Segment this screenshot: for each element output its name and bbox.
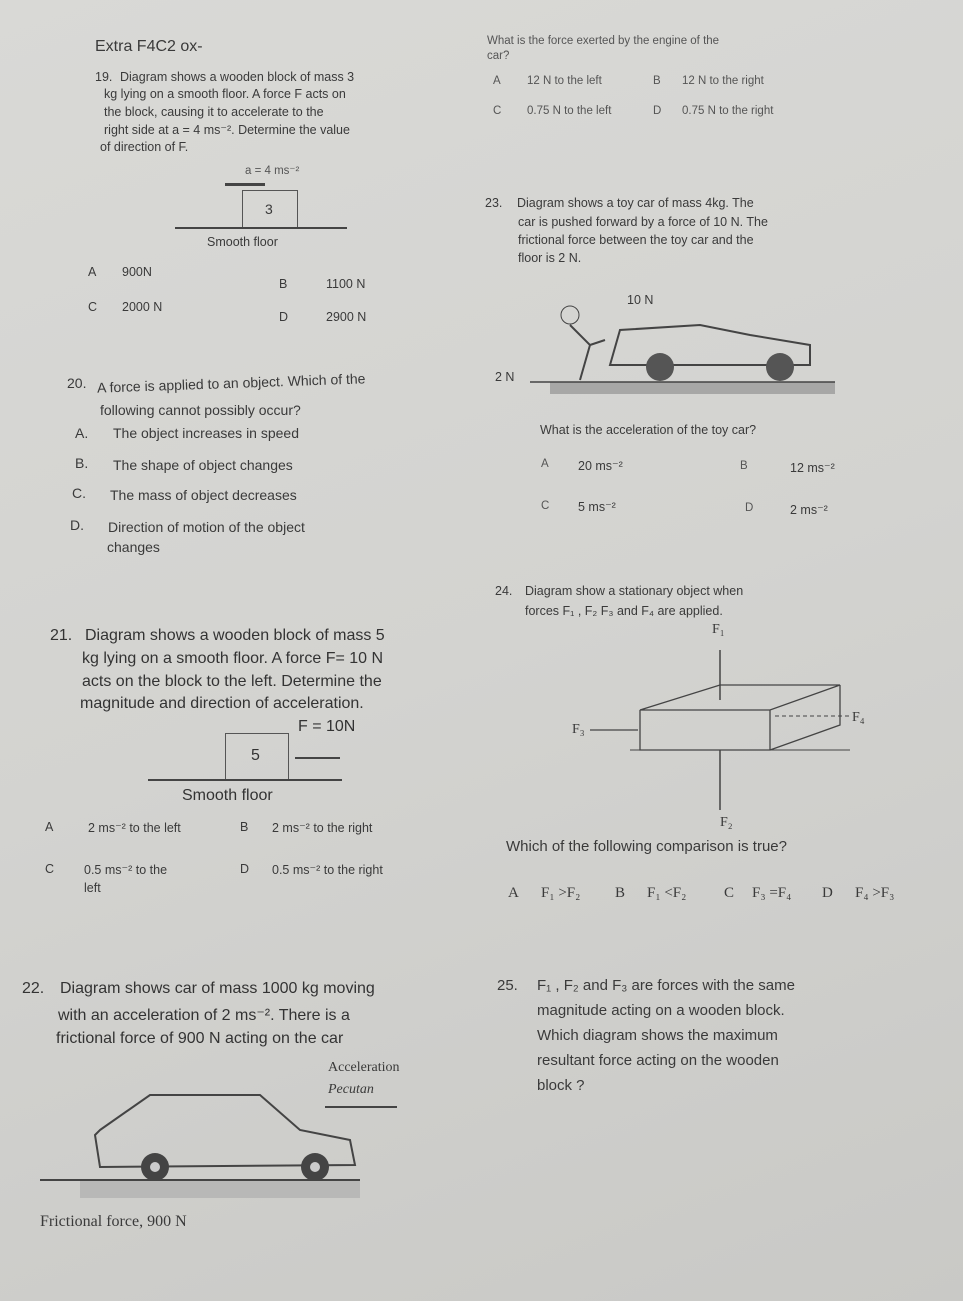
q23-push-label: 10 N	[627, 293, 654, 307]
q24-line: Diagram show a stationary object when	[525, 584, 744, 598]
option-key: D	[653, 105, 662, 117]
option-key: C	[541, 500, 550, 512]
accel-arrow-icon	[225, 183, 265, 186]
option-value: F₄ >F₃	[855, 885, 895, 901]
q25-line: F₁ , F₂ and F₃ are forces with the same	[537, 977, 795, 994]
option-value: 2900 N	[326, 310, 367, 324]
q19-floor-label: Smooth floor	[207, 235, 278, 249]
q19-line: right side at a = 4 ms⁻². Determine the value	[104, 123, 350, 137]
q19-accel-label: a = 4 ms⁻²	[245, 165, 300, 177]
force-arrow-left-icon	[295, 757, 340, 759]
option-value: 0.75 N to the right	[682, 105, 774, 117]
option-key: A	[88, 265, 97, 279]
page-header: Extra F4C2 ox-	[95, 38, 203, 55]
q22-accel-label: Acceleration	[328, 1060, 400, 1075]
q22-line: Diagram shows car of mass 1000 kg moving	[60, 980, 375, 997]
option-value: 2 ms⁻² to the right	[272, 821, 373, 835]
q22b-line: What is the force exerted by the engine of the	[487, 35, 720, 47]
q21-line: magnitude and direction of acceleration.	[80, 695, 364, 712]
q21-floor-label: Smooth floor	[182, 787, 273, 804]
q20-number: 20.	[67, 375, 87, 391]
option-value: 0.75 N to the left	[527, 105, 612, 117]
q19-line: the block, causing it to accelerate to the	[104, 105, 324, 119]
option-value: 2000 N	[122, 300, 163, 314]
option-value: F₁ >F₂	[541, 885, 581, 901]
car-drawing	[40, 1085, 370, 1200]
q23-friction-label: 2 N	[495, 370, 515, 384]
q23-number: 23.	[485, 196, 503, 210]
option-value: 20 ms⁻²	[578, 459, 623, 473]
q21-line: Diagram shows a wooden block of mass 5	[85, 627, 385, 644]
option-value: 12 N to the left	[527, 75, 602, 87]
q22-number: 22.	[22, 980, 45, 997]
option-key: B	[279, 277, 288, 291]
option-value: 0.5 ms⁻² to the right	[272, 863, 383, 877]
q19-block	[242, 190, 298, 228]
option-value: F₁ <F₂	[647, 885, 687, 901]
option-value: F₃ =F₄	[752, 885, 792, 901]
option-key: B	[615, 885, 626, 901]
q25-number: 25.	[497, 977, 518, 994]
q21-line: kg lying on a smooth floor. A force F= 10 N	[82, 650, 384, 667]
option-key: A	[508, 885, 519, 901]
option-key: B	[740, 460, 748, 472]
option-key: A	[493, 75, 501, 87]
option-key: D	[240, 862, 250, 876]
q21-block-mass: 5	[251, 747, 260, 764]
q19-line: kg lying on a smooth floor. A force F acts on	[104, 87, 346, 101]
q21-block	[225, 733, 289, 780]
option-value: 12 N to the right	[682, 75, 764, 87]
option-value: 12 ms⁻²	[790, 461, 835, 475]
option-value: The shape of object changes	[113, 457, 293, 473]
option-key: B.	[75, 455, 89, 471]
option-key: C	[724, 885, 735, 901]
q22-line: frictional force of 900 N acting on the car	[56, 1030, 344, 1047]
q19-line: of direction of F.	[100, 140, 189, 154]
q23-question: What is the acceleration of the toy car?	[540, 423, 757, 437]
option-key: D	[822, 885, 833, 901]
q22-line: with an acceleration of 2 ms⁻². There is a	[58, 1007, 350, 1024]
floor-line	[148, 779, 342, 781]
q19-block-mass: 3	[265, 201, 273, 217]
q24-line: forces F₁ , F₂ F₃ and F₄ are applied.	[525, 604, 723, 618]
q23-line: car is pushed forward by a force of 10 N. The	[518, 215, 768, 229]
option-value: 1100 N	[326, 277, 366, 291]
option-key: C.	[72, 485, 86, 501]
option-key: D.	[70, 517, 84, 533]
option-key: D	[279, 310, 289, 324]
toy-car-drawing	[530, 285, 840, 395]
option-key: C	[88, 300, 98, 314]
f3-label: F₃	[572, 722, 585, 737]
q19-line: Diagram shows a wooden block of mass 3	[120, 70, 355, 84]
q21-number: 21.	[50, 627, 73, 644]
q25-line: magnitude acting on a wooden block.	[537, 1002, 785, 1019]
option-continuation: left	[84, 881, 101, 895]
option-key: B	[240, 820, 249, 834]
forces-diagram	[570, 640, 860, 820]
q22b-line: car?	[487, 50, 510, 62]
f4-label: F₄	[852, 710, 865, 725]
q25-line: resultant force acting on the wooden	[537, 1052, 779, 1069]
option-value: Direction of motion of the object	[108, 519, 305, 535]
q25-line: block ?	[537, 1077, 585, 1094]
q25-line: Which diagram shows the maximum	[537, 1027, 778, 1044]
q23-line: floor is 2 N.	[518, 251, 582, 265]
option-key: C	[45, 862, 55, 876]
q19-number: 19.	[95, 70, 113, 84]
option-value: The mass of object decreases	[110, 487, 297, 503]
option-value: The object increases in speed	[113, 425, 299, 441]
option-value: 2 ms⁻²	[790, 503, 828, 517]
q21-force-label: F = 10N	[298, 718, 356, 735]
f1-label: F₁	[712, 622, 725, 637]
q24-question: Which of the following comparison is true?	[506, 838, 787, 855]
option-key: A	[45, 820, 54, 834]
q20-line: A force is applied to an object. Which of the	[96, 370, 366, 396]
option-key: D	[745, 502, 754, 514]
option-value: 900N	[122, 265, 152, 279]
q24-number: 24.	[495, 584, 513, 598]
floor-line	[175, 227, 347, 229]
f2-label: F₂	[720, 815, 733, 830]
q22-car-label: Pecutan	[328, 1082, 374, 1097]
option-value: 0.5 ms⁻² to the	[84, 863, 168, 877]
option-key: B	[653, 75, 661, 87]
option-key: C	[493, 105, 502, 117]
option-key: A.	[75, 425, 89, 441]
q23-line: Diagram shows a toy car of mass 4kg. The	[517, 196, 754, 210]
q22-friction-label: Frictional force, 900 N	[40, 1213, 187, 1230]
q20-line: following cannot possibly occur?	[100, 402, 301, 418]
q21-line: acts on the block to the left. Determine the	[82, 673, 382, 690]
option-continuation: changes	[107, 539, 160, 555]
option-value: 2 ms⁻² to the left	[88, 821, 181, 835]
q23-line: frictional force between the toy car and the	[518, 233, 754, 247]
option-value: 5 ms⁻²	[578, 500, 616, 514]
option-key: A	[541, 458, 549, 470]
